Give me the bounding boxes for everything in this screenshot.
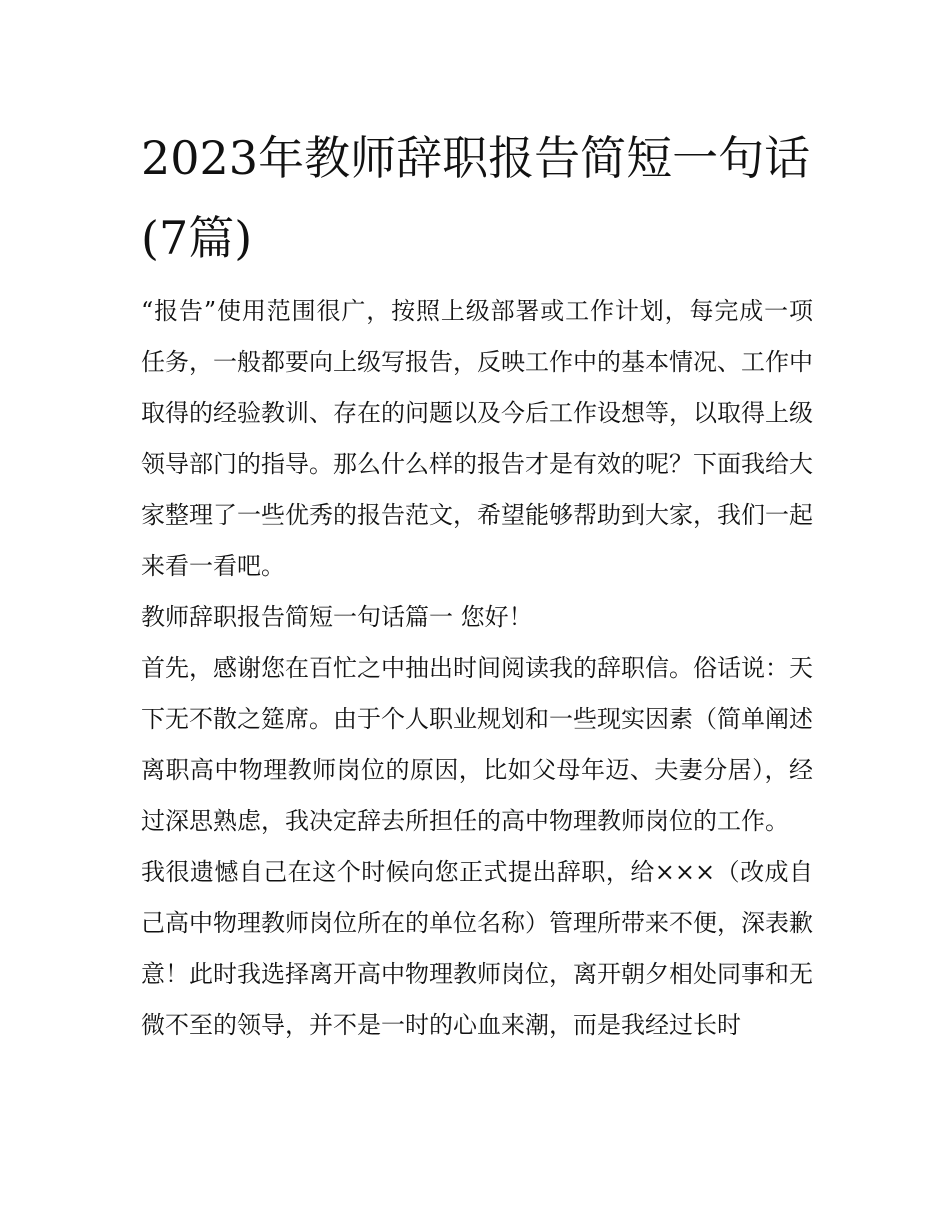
document-content [141,118,813,1051]
body-paragraph: 我很遗憾自己在这个时候向您正式提出辞职，给×××（改成自己高中物理教师岗位所在的单位名称）管理所带来不便，深表歉意！此时我选择离开高中物理教师岗位，离开朝夕相处同事和无微不至的领导，并不是一时的心血来潮，而是我经过长时 [141,858,813,1039]
document-title: 2023年教师辞职报告简短一句话(7篇) [141,131,811,265]
section-heading-paragraph: 教师辞职报告简短一句话篇一 您好！ [141,603,533,631]
intro-paragraph: “报告”使用范围很广，按照上级部署或工作计划，每完成一项任务，一般都要向上级写报告，反映工作中的基本情况、工作中取得的经验教训、存在的问题以及今后工作设想等，以取得上级领导部门的指导。那么什么样的报告才是有效的呢？下面我给大家整理了一些优秀的报告范文，希望能够帮助到大家，我们一起来看一看吧。 [141,297,813,580]
document-body [141,286,813,1051]
body-paragraph: 首先，感谢您在百忙之中抽出时间阅读我的辞职信。俗话说：天下无不散之筵席。由于个人职业规划和一些现实因素（简单阐述离职高中物理教师岗位的原因，比如父母年迈、夫妻分居），经过深思熟虑，我决定辞去所担任的高中物理教师岗位的工作。 [141,654,813,835]
